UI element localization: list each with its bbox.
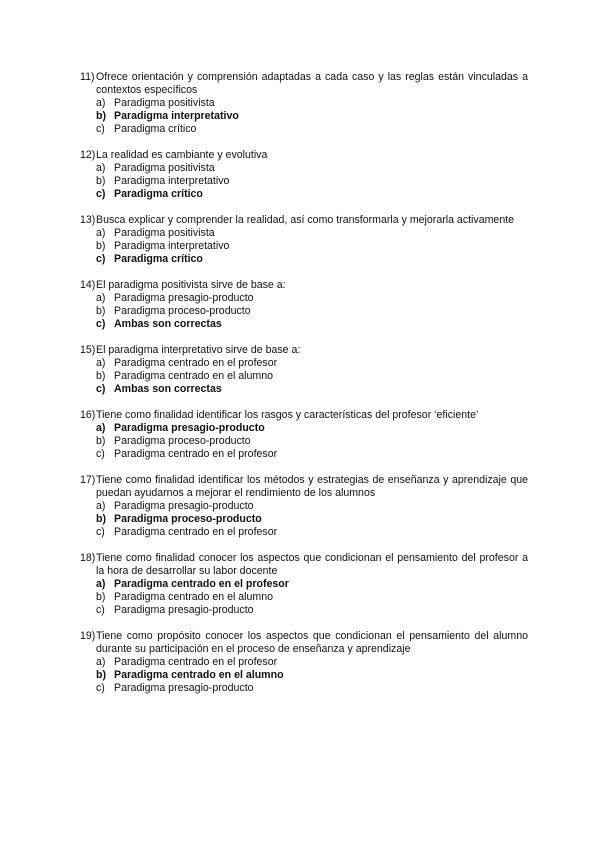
option-text: Paradigma proceso-producto (114, 305, 251, 317)
option-letter: a) (96, 656, 106, 668)
option-letter: c) (96, 318, 106, 330)
option-text: Paradigma positivista (114, 162, 215, 174)
option-text: Paradigma centrado en el profesor (114, 448, 278, 460)
option-a (80, 656, 528, 669)
option-c (80, 253, 528, 266)
option-a (80, 97, 528, 110)
option-letter: b) (96, 110, 106, 122)
question-header (80, 552, 528, 578)
option-letter: a) (96, 357, 106, 369)
option-a (80, 422, 528, 435)
option-b (80, 110, 528, 123)
question-number: 11) (80, 71, 95, 83)
question-number: 14) (80, 279, 96, 291)
option-text: Paradigma centrado en el alumno (114, 591, 274, 603)
option-list (80, 500, 528, 539)
question-header (80, 214, 528, 227)
option-letter: c) (96, 604, 105, 616)
option-b (80, 370, 528, 383)
option-letter: a) (96, 500, 106, 512)
option-a (80, 500, 528, 513)
option-text: Ambas son correctas (114, 318, 222, 330)
option-letter: a) (96, 227, 106, 239)
option-b (80, 513, 528, 526)
option-b (80, 669, 528, 682)
question-19 (80, 630, 528, 695)
option-letter: b) (96, 669, 106, 681)
option-letter: a) (96, 162, 106, 174)
question-12 (80, 149, 528, 201)
question-number: 18) (80, 552, 96, 564)
option-b (80, 305, 528, 318)
option-letter: b) (96, 513, 106, 525)
option-list (80, 578, 528, 617)
question-text: El paradigma positivista sirve de base a: (96, 279, 286, 291)
question-number: 15) (80, 344, 96, 356)
option-letter: b) (96, 435, 106, 447)
question-text: El paradigma interpretativo sirve de base a: (96, 344, 301, 356)
option-list (80, 97, 528, 136)
option-c (80, 604, 528, 617)
option-letter: c) (96, 188, 106, 200)
option-letter: b) (96, 591, 106, 603)
option-letter: c) (96, 383, 106, 395)
option-list (80, 656, 528, 695)
option-text: Paradigma presagio-producto (114, 682, 254, 694)
option-b (80, 591, 528, 604)
option-c (80, 682, 528, 695)
option-a (80, 357, 528, 370)
option-a (80, 578, 528, 591)
option-text: Paradigma proceso-producto (114, 513, 262, 525)
option-letter: b) (96, 370, 106, 382)
question-18 (80, 552, 528, 617)
option-text: Paradigma centrado en el profesor (114, 526, 278, 538)
option-list (80, 292, 528, 331)
option-text: Paradigma presagio-producto (114, 422, 265, 434)
option-letter: a) (96, 292, 106, 304)
question-17 (80, 474, 528, 539)
option-c (80, 526, 528, 539)
option-text: Paradigma interpretativo (114, 240, 230, 252)
option-letter: c) (96, 123, 105, 135)
option-letter: a) (96, 97, 106, 109)
question-header (80, 630, 528, 656)
option-b (80, 240, 528, 253)
option-b (80, 175, 528, 188)
option-text: Paradigma centrado en el profesor (114, 656, 278, 668)
question-text: Tiene como propósito conocer los aspectos que condicionan el pensamiento del alumno durante su participación en el proceso de enseñanza y aprendizaje (96, 630, 528, 655)
question-number: 13) (80, 214, 96, 226)
option-letter: b) (96, 305, 106, 317)
question-16 (80, 409, 528, 461)
option-text: Ambas son correctas (114, 383, 222, 395)
option-a (80, 227, 528, 240)
question-text: Tiene como finalidad conocer los aspectos que condicionan el pensamiento del profesor a la hora de desarrollar su labor docente (96, 552, 528, 577)
question-number: 16) (80, 409, 96, 421)
option-letter: a) (96, 578, 106, 590)
option-c (80, 123, 528, 136)
question-header (80, 279, 528, 292)
question-number: 19) (80, 630, 96, 642)
question-13 (80, 214, 528, 266)
option-letter: b) (96, 240, 106, 252)
option-list (80, 162, 528, 201)
option-text: Paradigma positivista (114, 227, 215, 239)
option-text: Paradigma crítico (114, 123, 197, 135)
option-c (80, 448, 528, 461)
question-header (80, 409, 528, 422)
option-text: Paradigma centrado en el alumno (114, 669, 284, 681)
question-number: 12) (80, 149, 96, 161)
option-text: Paradigma positivista (114, 97, 215, 109)
option-c (80, 188, 528, 201)
question-header (80, 344, 528, 357)
question-text: Ofrece orientación y comprensión adaptadas a cada caso y las reglas están vinculadas a contextos específicos (96, 71, 528, 96)
question-header (80, 71, 528, 97)
question-text: Tiene como finalidad identificar los métodos y estrategias de enseñanza y aprendizaje que puedan ayudarnos a mejorar el rendimiento de los alumnos (96, 474, 528, 499)
option-letter: c) (96, 253, 106, 265)
option-list (80, 227, 528, 266)
option-a (80, 292, 528, 305)
option-a (80, 162, 528, 175)
option-letter: a) (96, 422, 106, 434)
option-b (80, 435, 528, 448)
option-text: Paradigma presagio-producto (114, 292, 254, 304)
question-text: Busca explicar y comprender la realidad, así como transformarla y mejorarla activamente (96, 214, 515, 226)
option-list (80, 422, 528, 461)
question-header (80, 149, 528, 162)
option-letter: c) (96, 448, 105, 460)
option-letter: b) (96, 175, 106, 187)
option-c (80, 383, 528, 396)
option-text: Paradigma centrado en el alumno (114, 370, 274, 382)
option-text: Paradigma interpretativo (114, 110, 239, 122)
option-text: Paradigma presagio-producto (114, 500, 254, 512)
question-14 (80, 279, 528, 331)
question-text: Tiene como finalidad identificar los rasgos y características del profesor ‘eficiente’ (96, 409, 479, 421)
option-letter: c) (96, 526, 105, 538)
option-letter: c) (96, 682, 105, 694)
option-text: Paradigma centrado en el profesor (114, 357, 278, 369)
question-text: La realidad es cambiante y evolutiva (96, 149, 268, 161)
question-list (80, 71, 528, 708)
question-header (80, 474, 528, 500)
option-text: Paradigma centrado en el profesor (114, 578, 289, 590)
option-list (80, 357, 528, 396)
question-11 (80, 71, 528, 136)
option-text: Paradigma presagio-producto (114, 604, 254, 616)
option-text: Paradigma crítico (114, 188, 203, 200)
question-number: 17) (80, 474, 96, 486)
question-15 (80, 344, 528, 396)
option-c (80, 318, 528, 331)
option-text: Paradigma proceso-producto (114, 435, 251, 447)
option-text: Paradigma interpretativo (114, 175, 230, 187)
option-text: Paradigma crítico (114, 253, 203, 265)
